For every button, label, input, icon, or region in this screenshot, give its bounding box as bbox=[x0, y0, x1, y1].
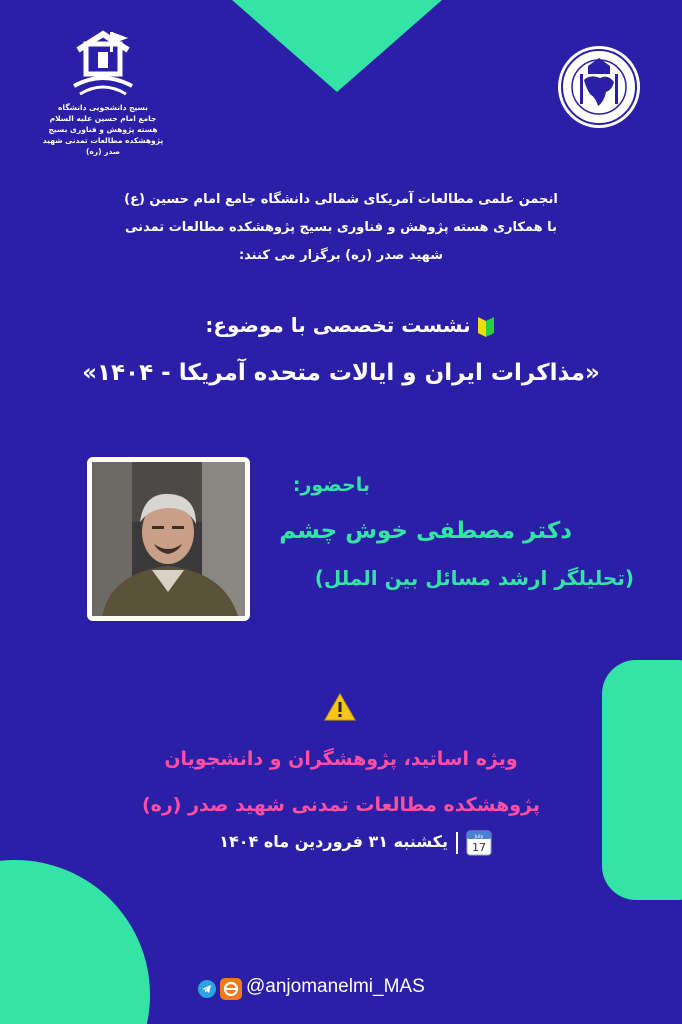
calendar-icon bbox=[466, 828, 492, 856]
basij-logo bbox=[38, 30, 168, 157]
speaker-photo bbox=[87, 457, 250, 621]
audience-line-2: پژوهشکده مطالعات تمدنی شهید صدر (ره) bbox=[141, 794, 541, 816]
organizers-intro bbox=[60, 186, 622, 270]
beginner-badge-icon bbox=[477, 316, 495, 338]
event-date bbox=[200, 828, 492, 860]
audience-line-1: ویژه اساتید، پژوهشگران و دانشجویان bbox=[164, 748, 518, 770]
calendar-day: 17 bbox=[472, 841, 486, 854]
speaker-name: دکتر مصطفی خوش چشم bbox=[279, 518, 572, 544]
topic-heading-text: نشست تخصصی با موضوع: bbox=[205, 313, 471, 337]
warning-icon bbox=[324, 693, 356, 721]
topic-title: «مذاکرات ایران و ایالات متحده آمریکا - ۱۴۰۴» bbox=[82, 360, 600, 386]
intro-line-3: شهید صدر (ره) برگزار می کنند: bbox=[238, 248, 444, 263]
top-triangle-decoration bbox=[232, 0, 442, 92]
logo-line-3: هسته پژوهش و فناوری بسیج bbox=[48, 125, 158, 134]
eitaa-icon[interactable] bbox=[220, 978, 242, 1000]
logo-line-2: جامع امام حسین علیه السلام bbox=[49, 114, 157, 123]
social-handle-row bbox=[198, 976, 498, 1002]
basij-emblem-icon bbox=[68, 30, 138, 96]
calendar-month: July bbox=[474, 834, 484, 840]
intro-line-1: انجمن علمی مطالعات آمریکای شمالی دانشگاه جامع امام حسین (ع) bbox=[124, 192, 558, 207]
logo-line-1: بسیج دانشجویی دانشگاه bbox=[58, 103, 148, 112]
audience-notice bbox=[70, 736, 612, 828]
bottom-left-circle-decoration bbox=[0, 860, 150, 1024]
speaker-role: (تحلیلگر ارشد مسائل بین الملل) bbox=[314, 566, 634, 590]
date-divider bbox=[456, 832, 458, 854]
right-rounded-decoration bbox=[602, 660, 682, 900]
intro-line-2: با همکاری هسته پژوهش و فناوری بسیج پژوهشکده مطالعات تمدنی bbox=[125, 220, 557, 235]
with-presence-label: باحضور: bbox=[292, 474, 370, 496]
logo-line-4: پژوهشکده مطالعات تمدنی شهید صدر (ره) bbox=[42, 136, 164, 156]
telegram-icon[interactable] bbox=[198, 980, 216, 998]
event-date-text: یکشنبه ۳۱ فروردین ماه ۱۴۰۴ bbox=[219, 832, 448, 851]
north-america-studies-seal-icon bbox=[556, 44, 642, 130]
topic-heading bbox=[180, 313, 520, 338]
social-handle[interactable]: @anjomanelmi_MAS bbox=[246, 976, 425, 997]
